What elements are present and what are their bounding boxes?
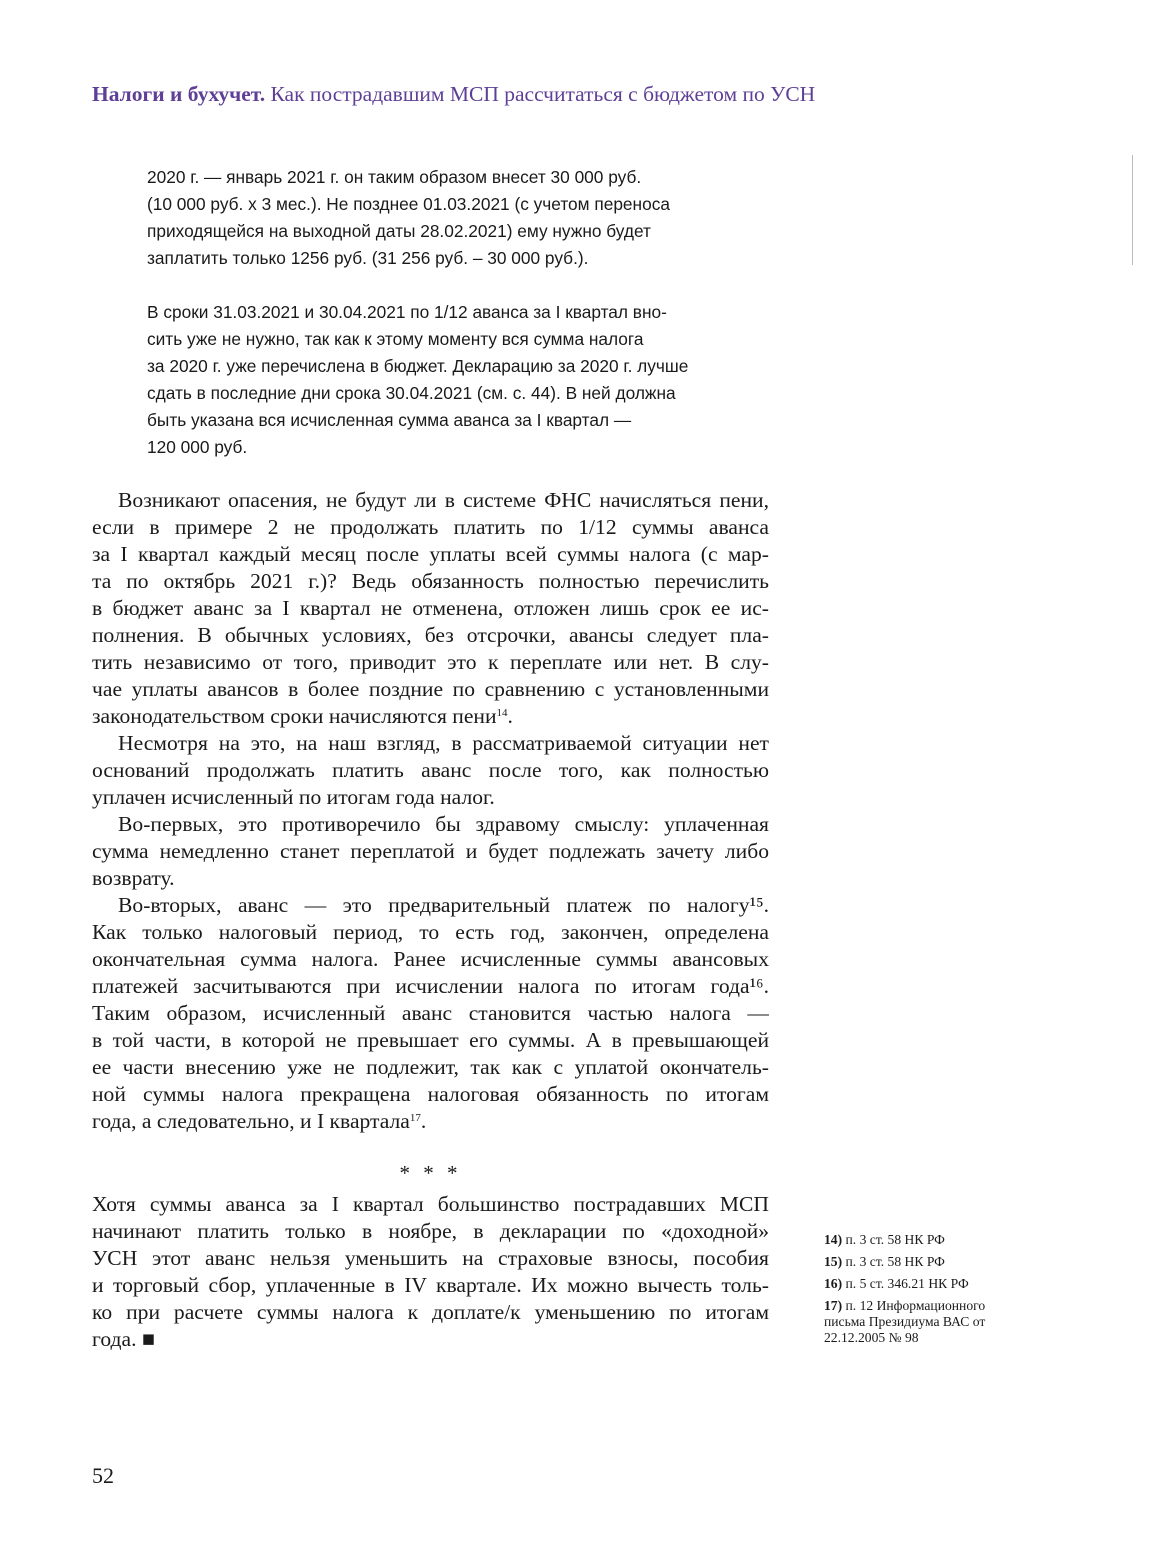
- body-line: уплачен исчисленный по итогам года налог.: [92, 785, 495, 809]
- line-text: законодательством сроки начисляются пени: [92, 704, 497, 728]
- body-line: и торговый сбор, уплаченные в IV квартале. Их можно вычесть толь-: [92, 1273, 769, 1297]
- body-line: [92, 703, 769, 730]
- body-line: в бюджет аванс за I квартал не отменена, отложен лишь срок ее ис-: [92, 596, 769, 620]
- body-line: Во-вторых, аванс — это предварительный платеж по налогу¹⁵.: [118, 893, 769, 917]
- footnote-ref: 14: [496, 707, 508, 719]
- body-line: начинают платить только в ноябре, в декларации по «доходной»: [92, 1219, 769, 1243]
- box-line: В сроки 31.03.2021 и 30.04.2021 по 1/12 аванса за I квартал вно-: [147, 302, 667, 322]
- body-line: Возникают опасения, не будут ли в системе ФНС начисляться пени,: [118, 488, 769, 512]
- footnote: [824, 1232, 1024, 1248]
- body-line: Хотя суммы аванса за I квартал большинство пострадавших МСП: [92, 1192, 769, 1216]
- header-title: Как пострадавшим МСП рассчитаться с бюджетом по УСН: [270, 82, 816, 106]
- footnote-number: 17): [824, 1298, 843, 1313]
- box-line: заплатить только 1256 руб. (31 256 руб. – 30 000 руб.).: [147, 248, 589, 268]
- body-line: окончательная сумма налога. Ранее исчисленные суммы авансовых: [92, 947, 769, 971]
- box-line: 120 000 руб.: [147, 437, 248, 457]
- footnote: [824, 1276, 1024, 1292]
- body-line: полнения. В обычных условиях, без отсрочки, авансы следует пла-: [92, 623, 769, 647]
- line-tail: .: [507, 704, 513, 728]
- footnote-number: 14): [824, 1232, 843, 1247]
- footnotes: [824, 1232, 1024, 1352]
- body-line: сумма немедленно станет переплатой и будет подлежать зачету либо: [92, 839, 769, 863]
- body-line: Таким образом, исчисленный аванс становится частью налога —: [92, 1001, 769, 1025]
- footnote-text: п. 3 ст. 58 НК РФ: [845, 1232, 945, 1247]
- body-line: УСН этот аванс нельзя уменьшить на страховые взносы, пособия: [92, 1246, 769, 1270]
- body-line: Во-первых, это противоречило бы здравому смыслу: уплаченная: [118, 812, 769, 836]
- box-line: сдать в последние дни срока 30.04.2021 (см. с. 44). В ней должна: [147, 383, 676, 403]
- box-line: (10 000 руб. х 3 мес.). Не позднее 01.03.2021 (с учетом переноса: [147, 194, 670, 214]
- body-line: ко при расчете суммы налога к доплате/к уменьшению по итогам: [92, 1300, 769, 1324]
- footnote: [824, 1254, 1024, 1270]
- page-number: 52: [92, 1463, 114, 1488]
- body-line: платежей засчитываются при исчислении налога по итогам года¹⁶.: [92, 974, 769, 998]
- body-line: оснований продолжать платить аванс после того, как полностью: [92, 758, 769, 782]
- footnote-text: п. 5 ст. 346.21 НК РФ: [845, 1276, 969, 1291]
- body-line: если в примере 2 не продолжать платить по 1/12 суммы аванса: [92, 515, 769, 539]
- running-header: [92, 82, 815, 107]
- box-line: приходящейся на выходной даты 28.02.2021) ему нужно будет: [147, 221, 651, 241]
- section-separator: * * *: [399, 1161, 462, 1185]
- body-line: Несмотря на это, на наш взгляд, в рассматриваемой ситуации нет: [118, 731, 769, 755]
- box-line: сить уже не нужно, так как к этому моменту вся сумма налога: [147, 329, 644, 349]
- final-paragraph: [92, 1191, 769, 1353]
- footnote-number: 15): [824, 1254, 843, 1269]
- footnote-text: п. 12 Информационного письма Президиума ВАС от 22.12.2005 № 98: [824, 1298, 986, 1345]
- footnote-text: п. 3 ст. 58 НК РФ: [845, 1254, 945, 1269]
- header-section: Налоги и бухучет.: [92, 82, 266, 106]
- body-line: в той части, в которой не превышает его суммы. А в превышающей: [92, 1028, 769, 1052]
- footnote-ref: 17: [409, 1112, 421, 1124]
- body-line: Как только налоговый период, то есть год, закончен, определена: [92, 920, 769, 944]
- body-line: тить независимо от того, приводит это к переплате или нет. В слу-: [92, 650, 769, 674]
- footnote-number: 16): [824, 1276, 843, 1291]
- body-line: года. ■: [92, 1327, 155, 1351]
- box-line: 2020 г. — январь 2021 г. он таким образом внесет 30 000 руб.: [147, 167, 642, 187]
- body-line: ее части внесению уже не подлежит, так как с уплатой окончатель-: [92, 1055, 769, 1079]
- box-line: быть указана вся исчисленная сумма аванса за I квартал —: [147, 410, 632, 430]
- margin-rule: [1132, 155, 1133, 265]
- body-line: та по октябрь 2021 г.)? Ведь обязанность полностью перечислить: [92, 569, 769, 593]
- body-line: ной суммы налога прекращена налоговая обязанность по итогам: [92, 1082, 769, 1106]
- body-line: за I квартал каждый месяц после уплаты всей суммы налога (с мар-: [92, 542, 769, 566]
- line-tail: .: [420, 1109, 427, 1133]
- body-text: [92, 487, 769, 1135]
- body-line: чае уплаты авансов в более поздние по сравнению с установленными: [92, 677, 769, 701]
- line-text: года, а следовательно, и I квартала: [92, 1109, 410, 1133]
- body-line: возврату.: [92, 866, 175, 890]
- example-box: [147, 164, 767, 461]
- paragraph-gap: [147, 272, 767, 299]
- box-line: за 2020 г. уже перечислена в бюджет. Декларацию за 2020 г. лучше: [147, 356, 689, 376]
- footnote: [824, 1298, 1024, 1346]
- body-line: [92, 1108, 769, 1135]
